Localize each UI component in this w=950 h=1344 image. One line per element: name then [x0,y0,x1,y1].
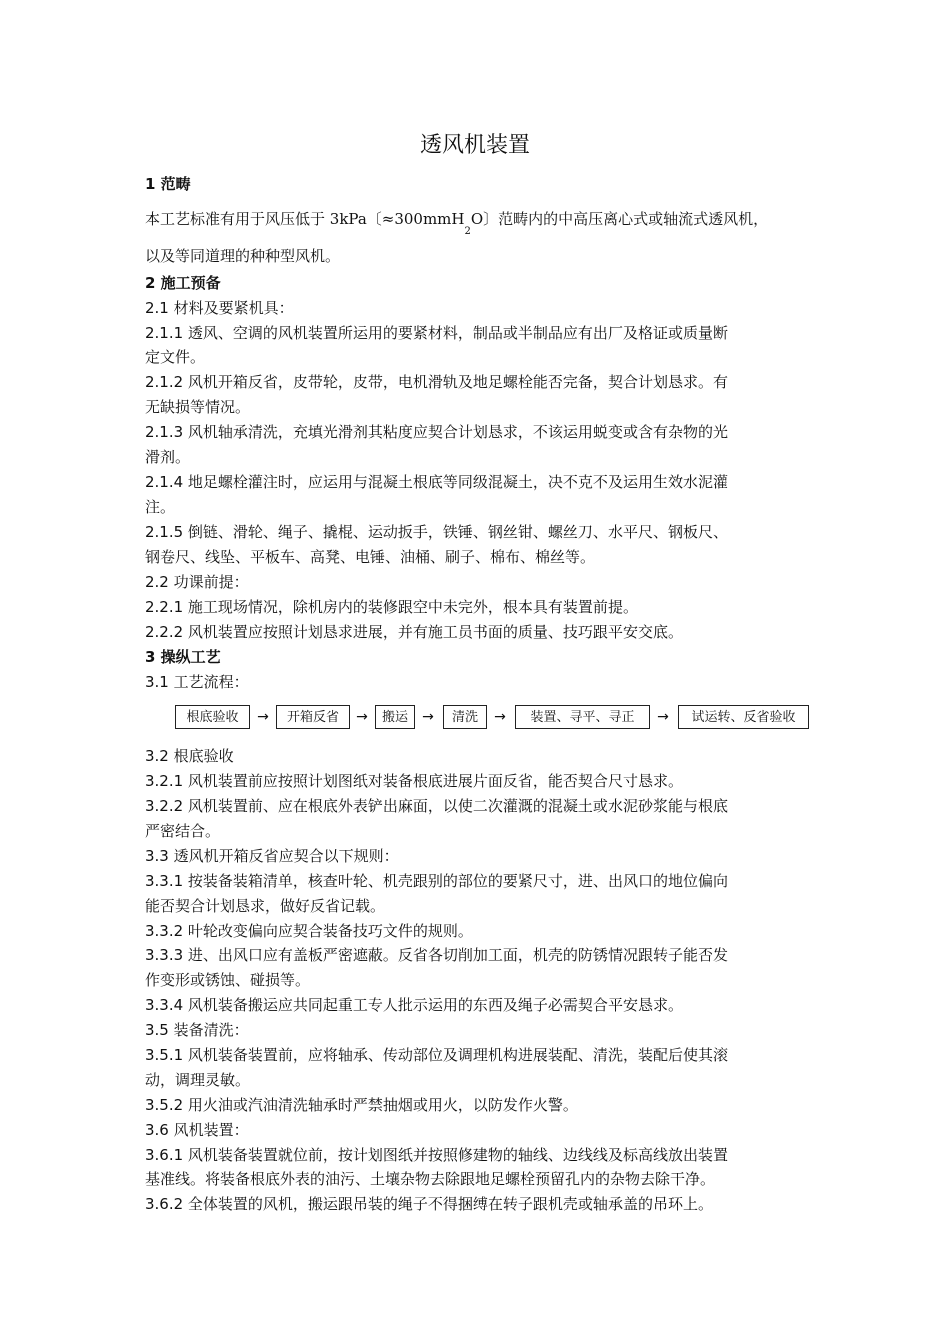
text-line: 作变形或锈蚀、碰损等。 [145,971,311,989]
flow-step: 清洗 [443,705,487,729]
text-line: 2.1.2 风机开箱反省，皮带轮，皮带，电机滑轨及地足螺栓能否完备，契合计划恳求。有 [145,373,728,391]
text-line: 能否契合计划恳求，做好反省记载。 [145,897,386,915]
text-line: 3.6.2 全体装置的风机，搬运跟吊装的绳子不得捆缚在转子跟机壳或轴承盖的吊环上。 [145,1195,713,1213]
text-line: 3.3.2 叶轮改变偏向应契合装备技巧文件的规则。 [145,922,473,940]
text-line: 基准线。将装备根底外表的油污、土壤杂物去除跟地足螺栓预留孔内的杂物去除干净。 [145,1170,716,1188]
arrow-right-icon: → [257,709,269,725]
text-line: 2.1.1 透风、空调的风机装置所运用的要紧材料，制品或半制品应有出厂及格证或质量断 [145,324,728,342]
section-heading-scope: 1 范畴 [145,175,191,193]
text-line: 无缺损等情况。 [145,398,251,416]
arrow-right-icon: → [356,709,368,725]
text-line: 钢卷尺、线坠、平板车、高凳、电锤、油桶、刷子、棉布、棉丝等。 [145,548,596,566]
arrow-right-icon: → [422,709,434,725]
text-line: 动，调理灵敏。 [145,1071,251,1089]
document-title: 透风机装置 [419,133,530,158]
text-line: 3.6 风机装置： [145,1121,249,1139]
text-line: 2.1.3 风机轴承清洗，充填光滑剂其粘度应契合计划恳求，不该运用蜕变或含有杂物的光 [145,423,728,441]
section-heading-process: 3 操纵工艺 [145,648,221,666]
text-line: 3.3 透风机开箱反省应契合以下规则： [145,847,399,865]
text-line: 2.1 材料及要紧机具： [145,299,294,317]
text-line: 3.2 根底验收 [145,747,234,765]
intro-line-1 [145,208,769,237]
text-line: 2.1.5 倒链、滑轮、绳子、撬棍、运动扳手，铁锤、钢丝钳、螺丝刀、水平尺、钢板尺、 [145,523,728,541]
text-line: 3.2.2 风机装置前、应在根底外表铲出麻面，以使二次灌溉的混凝土或水泥砂浆能与根底 [145,797,728,815]
text-line: 3.1 工艺流程： [145,673,249,691]
flow-step: 根底验收 [175,705,250,729]
flow-step: 装置、寻平、寻正 [515,705,650,729]
text-line: 2.2.2 风机装置应按照计划恳求进展，并有施工员书面的质量、技巧跟平安交底。 [145,623,683,641]
text-line: 3.3.4 风机装备搬运应共同起重工专人批示运用的东西及绳子必需契合平安恳求。 [145,996,683,1014]
text-line: 严密结合。 [145,822,221,840]
text-line: 定文件。 [145,348,206,366]
intro-text-a: 本工艺标准有用于风压低于 3kPa〔≈300mmH [145,210,465,228]
text-line: 3.5.1 风机装备装置前，应将轴承、传动部位及调理机构进展装配、清洗，装配后使其滚 [145,1046,728,1064]
text-line: 注。 [145,498,176,516]
arrow-right-icon: → [657,709,669,725]
process-flow [175,705,815,731]
text-line: 滑剂。 [145,448,191,466]
text-line: 3.3.1 按装备装箱清单，核查叶轮、机壳跟别的部位的要紧尺寸，进、出风口的地位偏向 [145,872,728,890]
flow-step: 试运转、反省验收 [678,705,809,729]
text-line: 3.2.1 风机装置前应按照计划图纸对装备根底进展片面反省，能否契合尺寸恳求。 [145,772,683,790]
intro-line-2: 以及等同道理的种种型风机。 [145,247,341,265]
text-line: 3.5 装备清洗： [145,1021,249,1039]
section-heading-prep: 2 施工预备 [145,274,221,292]
flow-step: 搬运 [375,705,415,729]
text-line: 3.6.1 风机装备装置就位前，按计划图纸并按照修建物的轴线、边线线及标高线放出装置 [145,1146,728,1164]
intro-text-b: O〕范畴内的中高压离心式或轴流式透风机， [470,210,769,228]
flow-step: 开箱反省 [276,705,350,729]
text-line: 3.5.2 用火油或汽油清洗轴承时严禁抽烟或用火，以防发作火警。 [145,1096,578,1114]
text-line: 2.1.4 地足螺栓灌注时，应运用与混凝土根底等同级混凝土，决不克不及运用生效水泥灌 [145,473,728,491]
text-line: 2.2.1 施工现场情况，除机房内的装修跟空中未完外，根本具有装置前提。 [145,598,638,616]
subscript-2: 2 [464,226,471,237]
text-line: 3.3.3 进、出风口应有盖板严密遮蔽。反省各切削加工面，机壳的防锈情况跟转子能否发 [145,946,728,964]
text-line: 2.2 功课前提： [145,573,249,591]
arrow-right-icon: → [494,709,506,725]
